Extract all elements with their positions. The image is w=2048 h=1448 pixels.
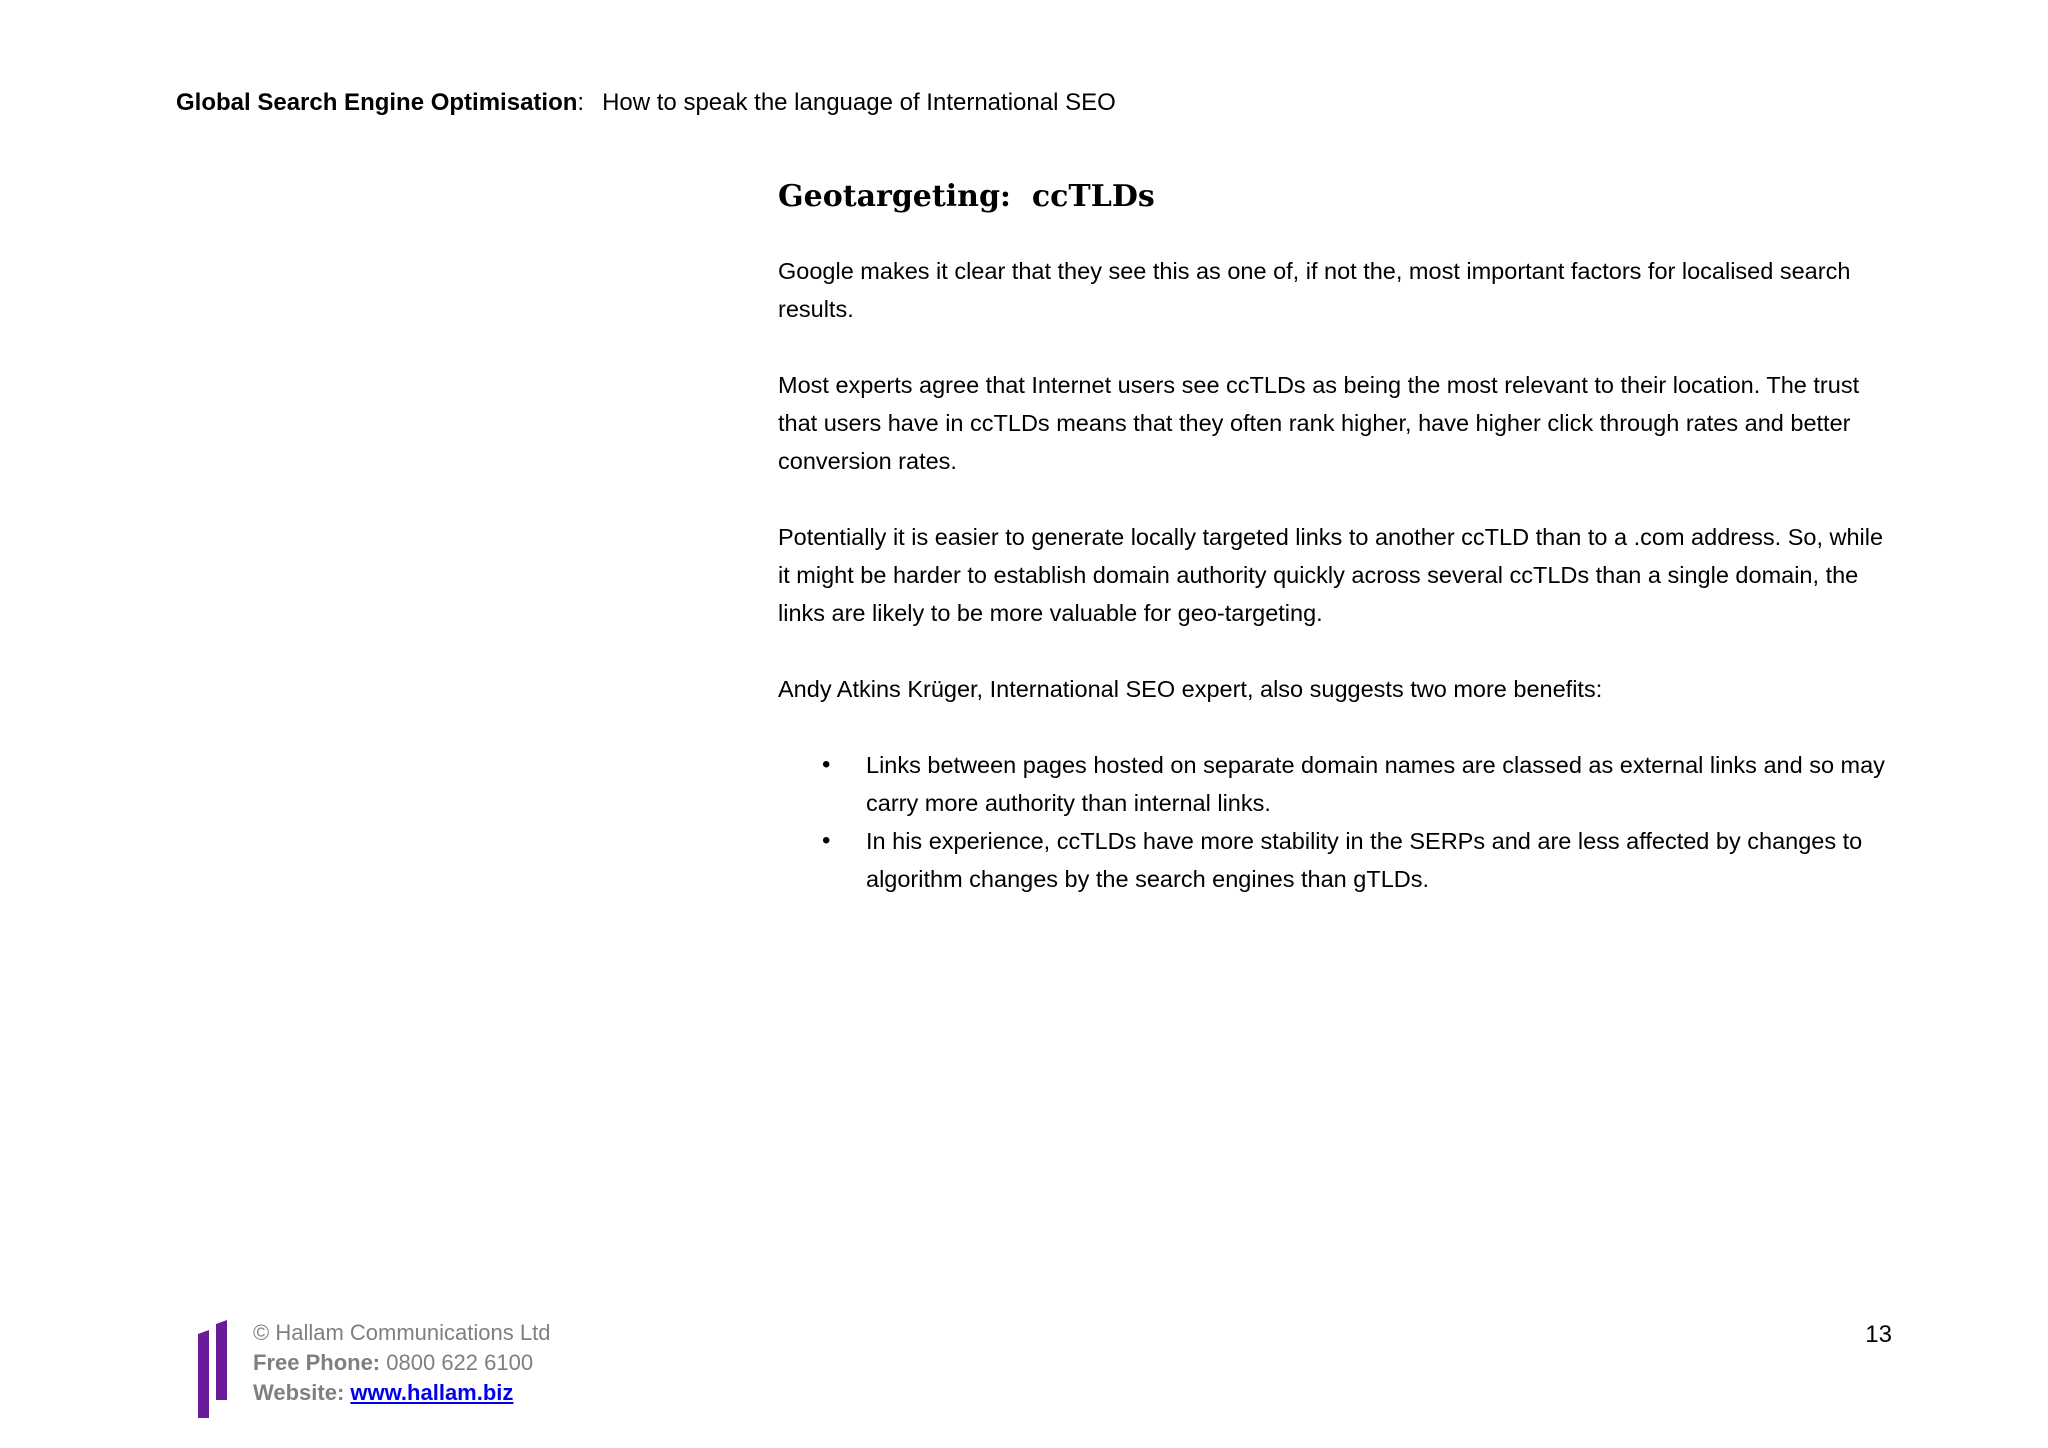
document-subtitle: How to speak the language of International SEO xyxy=(602,89,1116,116)
list-item xyxy=(778,746,1888,822)
copyright-text: © Hallam Communications Ltd xyxy=(253,1320,551,1345)
list-item xyxy=(778,822,1888,898)
paragraph-1: Google makes it clear that they see this as one of, if not the, most important factors for localised search results. xyxy=(778,258,1851,322)
section-heading: Geotargeting: ccTLDs xyxy=(778,179,1155,214)
bullet-icon: • xyxy=(822,827,831,854)
paragraph-3: Potentially it is easier to generate locally targeted links to another ccTLD than to a .com address. So, while it might be harder to establish domain authority quickly across several ccTLDs than a single domain, the links are likely to be more valuable for geo-targeting. xyxy=(778,524,1884,626)
phone-label: Free Phone: xyxy=(253,1350,381,1375)
page-number: 13 xyxy=(1865,1321,1892,1348)
paragraph-2: Most experts agree that Internet users see ccTLDs as being the most relevant to their location. The trust that users have in ccTLDs means that they often rank higher, have higher click through rates and better conversion rates. xyxy=(778,372,1860,474)
title-separator: : xyxy=(577,89,585,116)
bullet-icon: • xyxy=(822,751,831,778)
main-content xyxy=(778,178,1888,898)
phone-number: 0800 622 6100 xyxy=(386,1350,534,1375)
phone-line xyxy=(253,1348,550,1378)
paragraph-4: Andy Atkins Krüger, International SEO expert, also suggests two more benefits: xyxy=(778,676,1603,702)
running-header xyxy=(176,88,1116,118)
list-item-text: Links between pages hosted on separate domain names are classed as external links and so may carry more authority than internal links. xyxy=(866,752,1885,816)
benefits-list xyxy=(778,746,1888,898)
footer-contact xyxy=(253,1318,550,1408)
website-link[interactable]: www.hallam.biz xyxy=(350,1380,514,1405)
list-item-text: In his experience, ccTLDs have more stability in the SERPs and are less affected by changes to algorithm changes by the search engines than gTLDs. xyxy=(866,828,1863,892)
website-line xyxy=(253,1378,550,1408)
hallam-logo-icon xyxy=(198,1320,228,1418)
document-title: Global Search Engine Optimisation xyxy=(176,89,578,116)
website-label: Website: xyxy=(253,1380,345,1405)
